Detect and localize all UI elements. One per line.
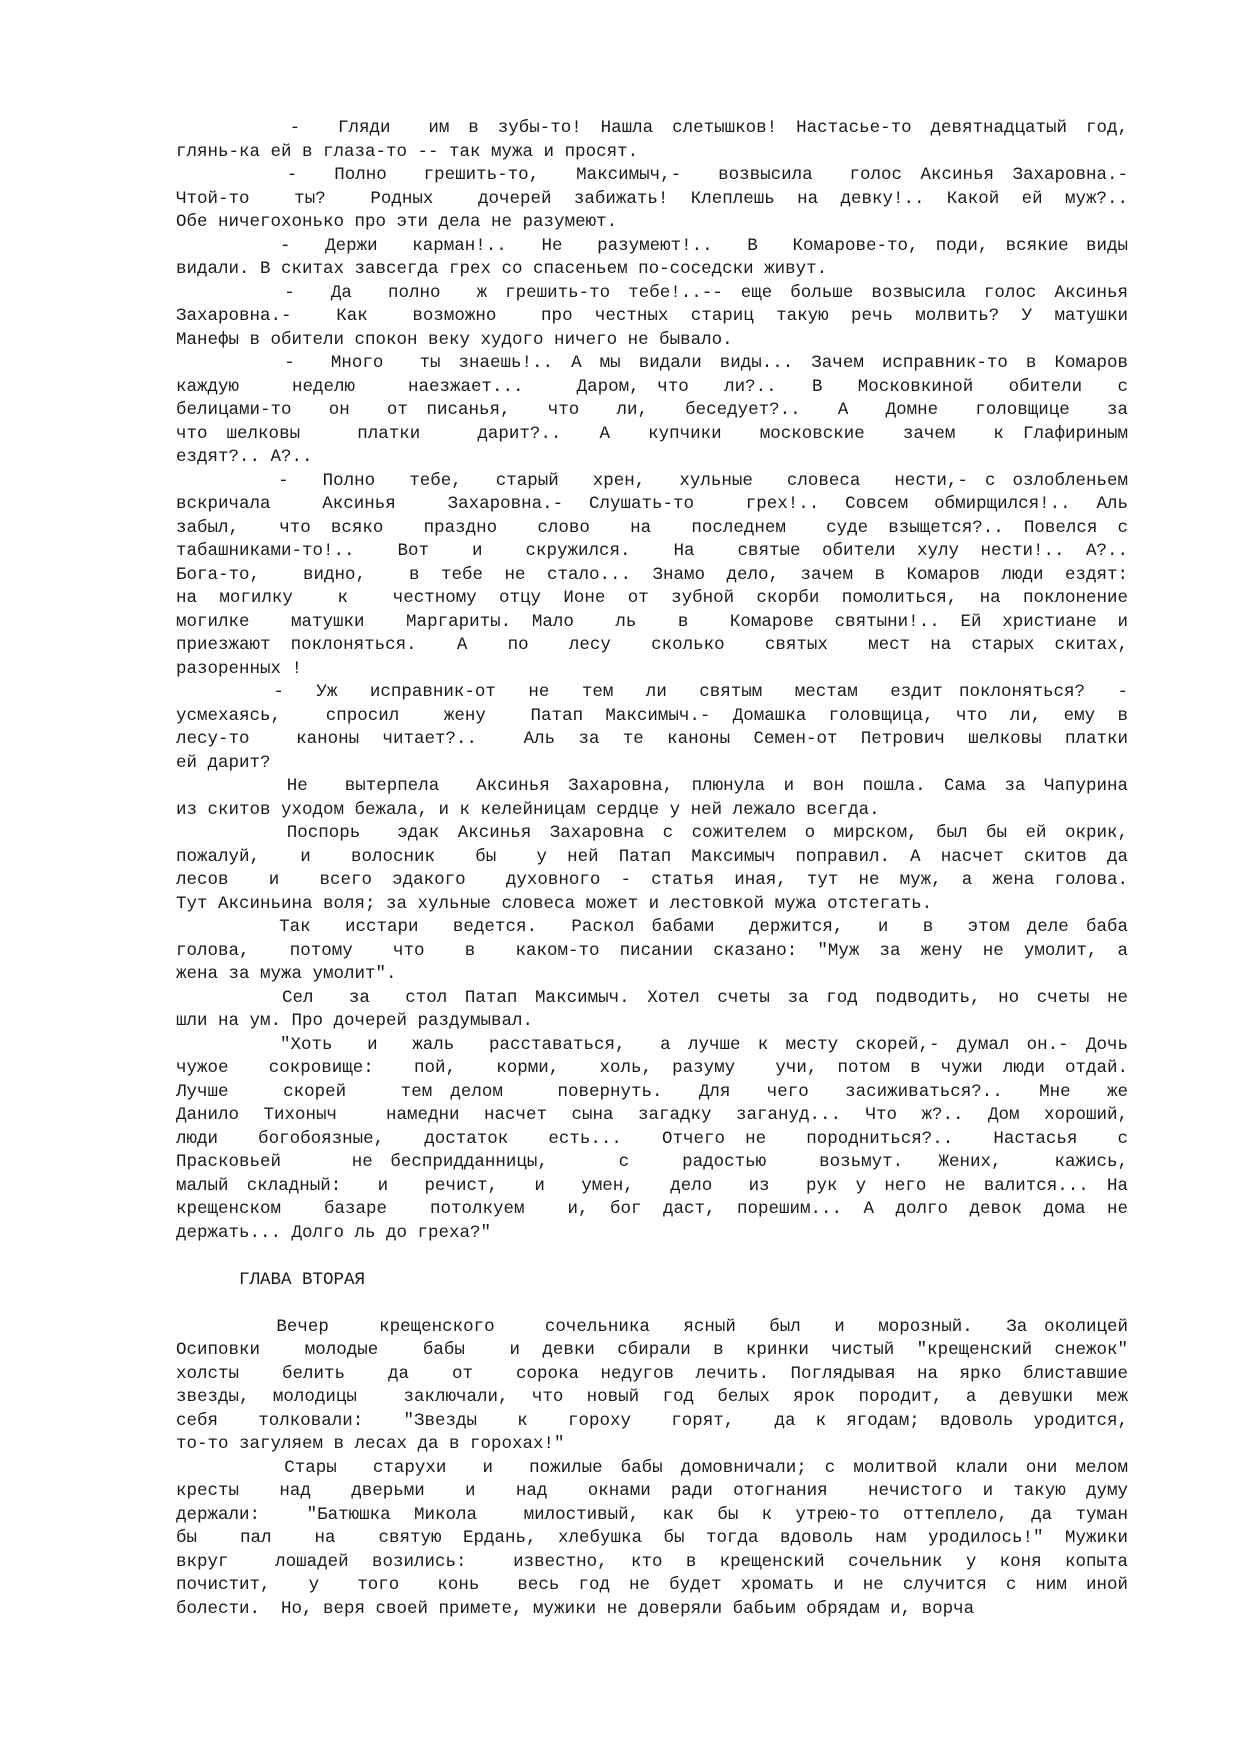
text-line: - Много ты знаешь!.. А мы видали виды... Зачем исправник-то в Комаров: [176, 353, 1128, 373]
text-line: - Да полно ж грешить-то тебе!..-- еще больше возвысила голос Аксинья: [176, 282, 1128, 303]
paragraph: [176, 282, 1128, 353]
text-line: шли на ум. Про дочерей раздумывал.: [176, 1011, 534, 1031]
paragraph: [176, 117, 1128, 164]
text-line: приезжают поклоняться. А по лесу сколько святых мест на старых скитах,: [176, 635, 1128, 655]
text-line: Осиповки молодые бабы и девки сбирали в кринки чистый "крещенский снежок": [176, 1340, 1128, 1360]
text-line: люди богобоязные, достаток есть... Отчего не породниться?.. Настасья с: [176, 1128, 1128, 1149]
paragraph: [176, 352, 1128, 470]
text-line: то-то загуляем в лесах да в горохах!": [176, 1434, 565, 1454]
text-line: табашниками-то!.. Вот и скружился. На святые обители хулу нести!.. А?..: [176, 541, 1128, 561]
text-line: малый складный: и речист, и умен, дело из рук у него не валится... На: [176, 1175, 1128, 1196]
text-line: Манефы в обители спокон веку худого ничего не бывало.: [176, 329, 733, 350]
text-line: что шелковы платки дарит?.. А купчики московские зачем к Глафириным: [176, 423, 1128, 444]
text-line: Лучше скорей тем делом повернуть. Для чего засиживаться?.. Мне же: [176, 1081, 1128, 1102]
text-line: Стары старухи и пожилые бабы домовничали; с молитвой клали они мелом: [176, 1457, 1128, 1478]
text-line: белицами-то он от писанья, что ли, беседует?.. А Домне головщице за: [176, 400, 1128, 420]
text-line: забыл, что всяко праздно слово на последнем суде взыщется?.. Повелся с: [176, 517, 1128, 538]
text-line: Сел за стол Патап Максимыч. Хотел счеты за год подводить, но счеты не: [176, 987, 1128, 1008]
text-line: Поспорь эдак Аксинья Захаровна с сожителем о мирском, был бы ей окрик,: [176, 823, 1128, 843]
text-line: каждую неделю наезжает... Даром, что ли?.. В Московкиной обители с: [176, 376, 1128, 397]
text-line: разоренных !: [176, 658, 303, 679]
paragraph: [176, 235, 1128, 282]
text-line: - Держи карман!.. Не разумеют!.. В Комарове-то, поди, всякие виды: [176, 235, 1128, 256]
text-line: кресты над дверьми и над окнами ради отогнания нечистого и такую думу: [176, 1481, 1128, 1501]
text-line: Бога-то, видно, в тебе не стало... Знамо дело, зачем в Комаров люди ездят:: [176, 564, 1128, 585]
text-line: пожалуй, и волосник бы у ней Патап Максимыч поправил. А насчет скитов да: [176, 846, 1128, 867]
text-line: "Хоть и жаль расставаться, а лучше к месту скорей,- думал он.- Дочь: [176, 1034, 1128, 1055]
paragraph: [176, 916, 1128, 987]
text-line: звезды, молодицы заключали, что новый год белых ярок породит, а девушки меж: [176, 1387, 1128, 1407]
paragraph: [176, 1316, 1128, 1457]
paragraph: [176, 470, 1128, 682]
text-line: Тут Аксиньина воля; за хульные словеса может и лестовкой мужа отстегать.: [176, 893, 933, 914]
paragraph: [176, 987, 1128, 1034]
text-line: бы пал на святую Ердань, хлебушка бы тогда вдоволь нам уродилось!" Мужики: [176, 1528, 1128, 1548]
text-line: голова, потому что в каком-то писании сказано: "Муж за жену не умолит, а: [176, 940, 1128, 961]
text-line: крещенском базаре потолкуем и, бог даст, порешим... А долго девок дома не: [176, 1199, 1128, 1219]
text-line: Данило Тихоныч намедни насчет сына загадку загануд... Что ж?.. Дом хороший,: [176, 1105, 1128, 1125]
text-line: ей дарит?: [176, 752, 271, 773]
document-page: [176, 117, 1128, 1621]
paragraph: [176, 822, 1128, 916]
text-line: холсты белить да от сорока недугов лечить. Поглядывая на ярко блиставшие: [176, 1363, 1128, 1384]
text-line: себя толковали: "Звезды к гороху горят, да к ягодам; вдоволь уродится,: [176, 1410, 1128, 1431]
text-line: держали: "Батюшка Микола милостивый, как бы к утрею-то оттеплело, да туман: [176, 1504, 1128, 1525]
text-line: Прасковьей не беспридданницы, с радостью возьмут. Жених, кажись,: [176, 1152, 1128, 1172]
paragraph: [176, 681, 1128, 775]
text-line: Обе ничегохонько про эти дела не разумеют.: [176, 212, 618, 232]
text-line: жена за мужа умолит".: [176, 964, 397, 984]
chapter-heading: ГЛАВА ВТОРАЯ: [176, 1269, 366, 1290]
text-line: ездят?.. А?..: [176, 447, 313, 467]
text-line: глянь-ка ей в глаза-то -- так мужа и просят.: [176, 141, 639, 162]
text-line: на могилку к честному отцу Ионе от зубной скорби помолиться, на поклонение: [176, 588, 1128, 608]
text-line: Не вытерпела Аксинья Захаровна, плюнула и вон пошла. Сама за Чапурина: [176, 776, 1128, 796]
text-line: держать... Долго ль до греха?": [176, 1222, 492, 1243]
paragraph: [176, 164, 1128, 235]
text-line: Вечер крещенского сочельника ясный был и морозный. За околицей: [176, 1316, 1128, 1337]
text-line: Захаровна.- Как возможно про честных стариц такую речь молвить? У матушки: [176, 306, 1128, 326]
text-line: Чтой-то ты? Родных дочерей забижать! Клеплешь на девку!.. Какой ей муж?..: [176, 188, 1128, 209]
text-line: - Полно тебе, старый хрен, хульные словеса нести,- с озлобленьем: [176, 470, 1128, 491]
text-line: лесу-то каноны читает?.. Аль за те каноны Семен-от Петрович шелковы платки: [176, 729, 1128, 749]
text-line: могилке матушки Маргариты. Мало ль в Комарове святыни!.. Ей христиане и: [176, 611, 1128, 632]
text-line: почистит, у того конь весь год не будет хромать и не случится с ним иной: [176, 1575, 1128, 1595]
paragraph: [176, 1034, 1128, 1246]
text-line: видали. В скитах завсегда грех со спасеньем по-соседски живут.: [176, 259, 828, 279]
text-line: вскричала Аксинья Захаровна.- Слушать-то грех!.. Совсем обмирщился!.. Аль: [176, 494, 1128, 514]
text-line: лесов и всего эдакого духовного - статья иная, тут не муж, а жена голова.: [176, 870, 1128, 890]
text-line: Так исстари ведется. Раскол бабами держится, и в этом деле баба: [176, 917, 1128, 937]
paragraph: [176, 775, 1128, 822]
text-line: усмехаясь, спросил жену Патап Максимыч.- Домашка головщица, что ли, ему в: [176, 705, 1128, 726]
text-line: - Гляди им в зубы-то! Нашла слетышков! Настасье-то девятнадцатый год,: [176, 118, 1128, 138]
text-line: болести. Но, веря своей примете, мужики не доверяли бабьим обрядам и, ворча: [176, 1598, 975, 1619]
text-line: вкруг лошадей возились: известно, кто в крещенский сочельник у коня копыта: [176, 1551, 1128, 1572]
paragraph: [176, 1457, 1128, 1622]
text-line: - Уж исправник-от не тем ли святым местам ездит поклоняться? -: [176, 682, 1128, 702]
text-line: - Полно грешить-то, Максимыч,- возвысила голос Аксинья Захаровна.-: [176, 165, 1128, 185]
text-line: из скитов уходом бежала, и к келейницам сердце у ней лежало всегда.: [176, 799, 880, 820]
text-line: чужое сокровище: пой, корми, холь, разуму учи, потом в чужи люди отдай.: [176, 1058, 1128, 1078]
